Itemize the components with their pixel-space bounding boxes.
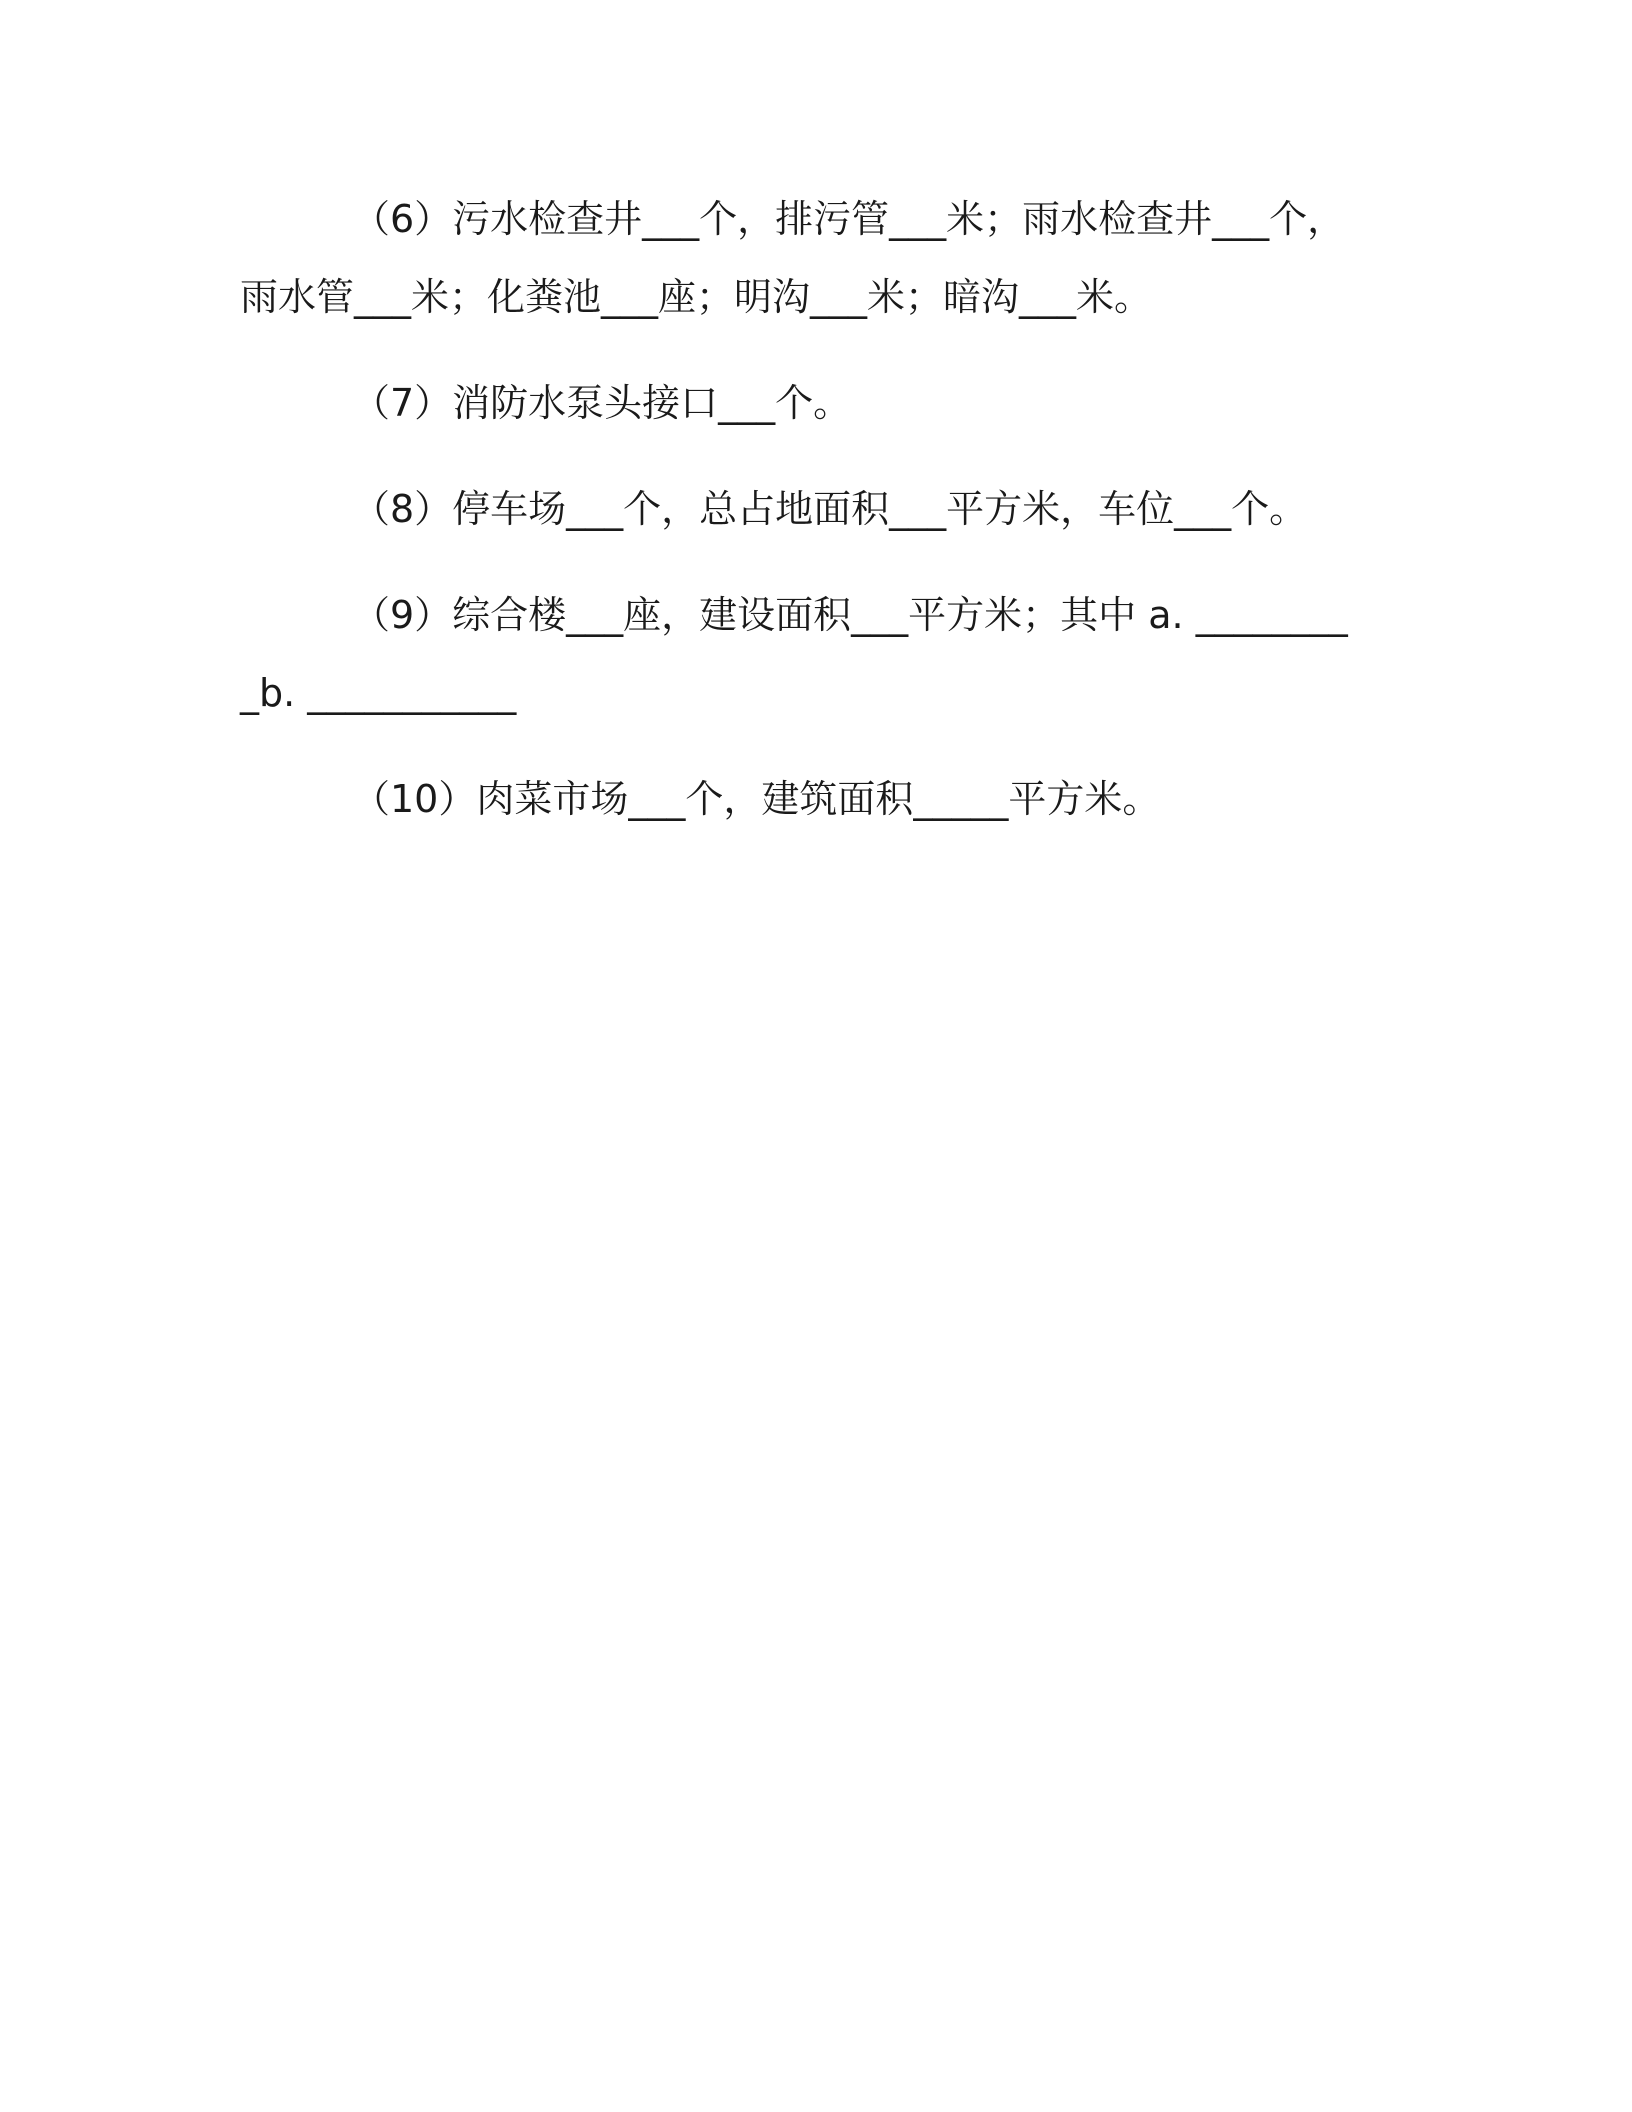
paragraph-item-8: （8）停车场___个，总占地面积___平方米，车位___个。	[352, 487, 1308, 531]
paragraph-item-7: （7）消防水泵头接口___个。	[352, 381, 852, 425]
paragraph-item-10: （10）肉菜市场___个，建筑面积_____平方米。	[352, 777, 1161, 821]
paragraph-item-6: （6）污水检查井___个，排污管___米；雨水检查井___个，雨水管___米；化粪池___座；明沟___米；暗沟___米。	[240, 197, 1346, 319]
paragraph-item-9: （9）综合楼___座，建设面积___平方米；其中 a. _________b. ___________	[240, 593, 1348, 715]
document-body	[240, 180, 1360, 866]
